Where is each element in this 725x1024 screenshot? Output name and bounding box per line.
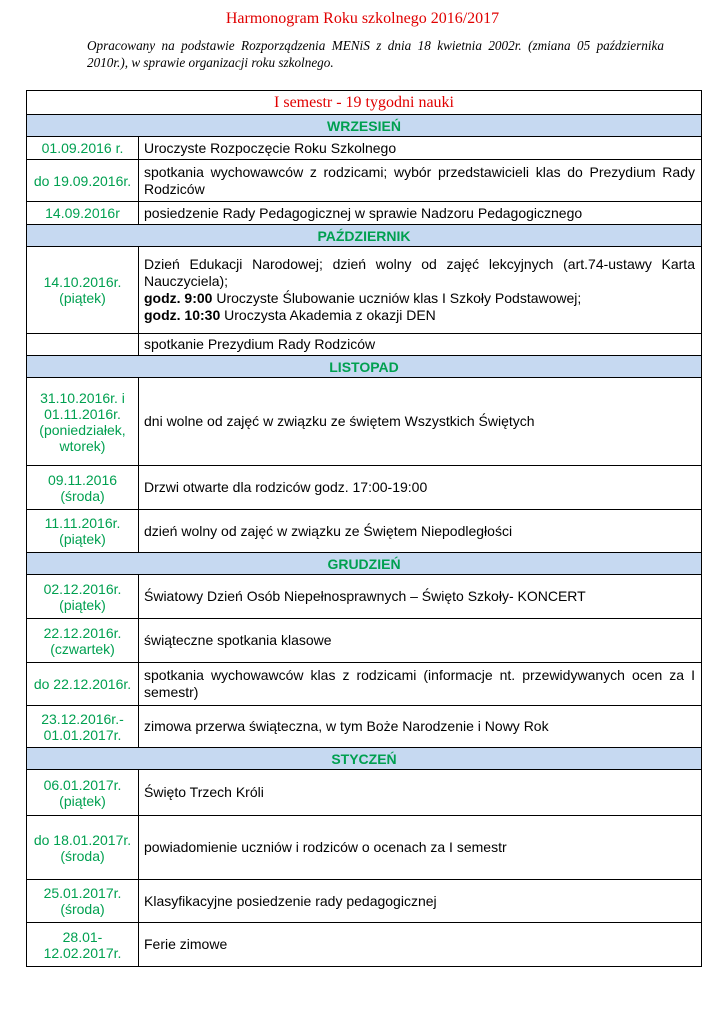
event-date: 02.12.2016r. (piątek)	[27, 575, 139, 619]
table-row	[27, 706, 702, 748]
event-description: Klasyfikacyjne posiedzenie rady pedagogicznej	[139, 880, 702, 923]
den-text-1: Uroczyste Ślubowanie uczniów klas I Szkoły Podstawowej;	[212, 290, 582, 306]
month-header-row	[27, 115, 702, 137]
event-description: spotkania wychowawców z rodzicami; wybór przedstawicieli klas do Prezydium Rady Rodziców	[139, 160, 702, 202]
table-row	[27, 334, 702, 356]
table-row	[27, 923, 702, 967]
month-header-row	[27, 553, 702, 575]
table-row	[27, 619, 702, 663]
table-row	[27, 160, 702, 202]
den-line-3	[144, 307, 695, 324]
event-date: 09.11.2016 (środa)	[27, 466, 139, 510]
event-date: 14.10.2016r. (piątek)	[27, 247, 139, 334]
table-row	[27, 137, 702, 160]
event-description: Uroczyste Rozpoczęcie Roku Szkolnego	[139, 137, 702, 160]
den-time-2: godz. 10:30	[144, 307, 221, 323]
event-description: zimowa przerwa świąteczna, w tym Boże Narodzenie i Nowy Rok	[139, 706, 702, 748]
event-date: do 19.09.2016r.	[27, 160, 139, 202]
month-header-row	[27, 748, 702, 770]
den-line-1: Dzień Edukacji Narodowej; dzień wolny od zajęć lekcyjnych (art.74-ustawy Karta Nauczyciela);	[144, 256, 695, 289]
table-row	[27, 575, 702, 619]
event-description: Święto Trzech Króli	[139, 770, 702, 816]
event-description: spotkanie Prezydium Rady Rodziców	[139, 334, 702, 356]
month-header-row	[27, 225, 702, 247]
month-header-wrzesien: WRZESIEŃ	[27, 115, 702, 137]
month-header-listopad: LISTOPAD	[27, 356, 702, 378]
event-date: 22.12.2016r. (czwartek)	[27, 619, 139, 663]
table-row	[27, 247, 702, 334]
event-date: 23.12.2016r.- 01.01.2017r.	[27, 706, 139, 748]
event-date: 06.01.2017r. (piątek)	[27, 770, 139, 816]
table-row	[27, 510, 702, 553]
event-description: Światowy Dzień Osób Niepełnosprawnych – Święto Szkoły- KONCERT	[139, 575, 702, 619]
schedule-table	[26, 90, 702, 967]
event-description: świąteczne spotkania klasowe	[139, 619, 702, 663]
event-description: Drzwi otwarte dla rodziców godz. 17:00-19:00	[139, 466, 702, 510]
den-text-2: Uroczysta Akademia z okazji DEN	[220, 307, 436, 323]
event-date: 01.09.2016 r.	[27, 137, 139, 160]
month-header-pazdziernik: PAŹDZIERNIK	[27, 225, 702, 247]
event-description: dzień wolny od zajęć w związku ze Świętem Niepodległości	[139, 510, 702, 553]
event-description	[139, 247, 702, 334]
intro-text: Opracowany na podstawie Rozporządzenia MENiS z dnia 18 kwietnia 2002r. (zmiana 05 października 2010r.), w sprawie organizacji roku szkolnego.	[87, 38, 664, 70]
event-date	[27, 334, 139, 356]
table-row	[27, 202, 702, 225]
semester-header: I semestr - 19 tygodni nauki	[27, 91, 702, 115]
table-row	[27, 378, 702, 466]
month-header-styczen: STYCZEŃ	[27, 748, 702, 770]
event-description: posiedzenie Rady Pedagogicznej w sprawie Nadzoru Pedagogicznego	[139, 202, 702, 225]
month-header-row	[27, 356, 702, 378]
event-description: dni wolne od zajęć w związku ze świętem Wszystkich Świętych	[139, 378, 702, 466]
table-row	[27, 880, 702, 923]
event-date: 28.01-12.02.2017r.	[27, 923, 139, 967]
table-row	[27, 466, 702, 510]
table-row	[27, 663, 702, 706]
den-line-2	[144, 290, 695, 307]
event-date: do 22.12.2016r.	[27, 663, 139, 706]
table-row	[27, 770, 702, 816]
month-header-grudzien: GRUDZIEŃ	[27, 553, 702, 575]
event-description: powiadomienie uczniów i rodziców o ocenach za I semestr	[139, 816, 702, 880]
event-date: 11.11.2016r. (piątek)	[27, 510, 139, 553]
event-description: spotkania wychowawców klas z rodzicami (informacje nt. przewidywanych ocen za I semestr)	[139, 663, 702, 706]
event-date: 31.10.2016r. i 01.11.2016r. (poniedziałek, wtorek)	[27, 378, 139, 466]
event-date: 14.09.2016r	[27, 202, 139, 225]
semester-header-row	[27, 91, 702, 115]
table-row	[27, 816, 702, 880]
event-description: Ferie zimowe	[139, 923, 702, 967]
event-date: 25.01.2017r. (środa)	[27, 880, 139, 923]
event-date: do 18.01.2017r. (środa)	[27, 816, 139, 880]
den-time-1: godz. 9:00	[144, 290, 213, 306]
page-title: Harmonogram Roku szkolnego 2016/2017	[225, 10, 500, 27]
